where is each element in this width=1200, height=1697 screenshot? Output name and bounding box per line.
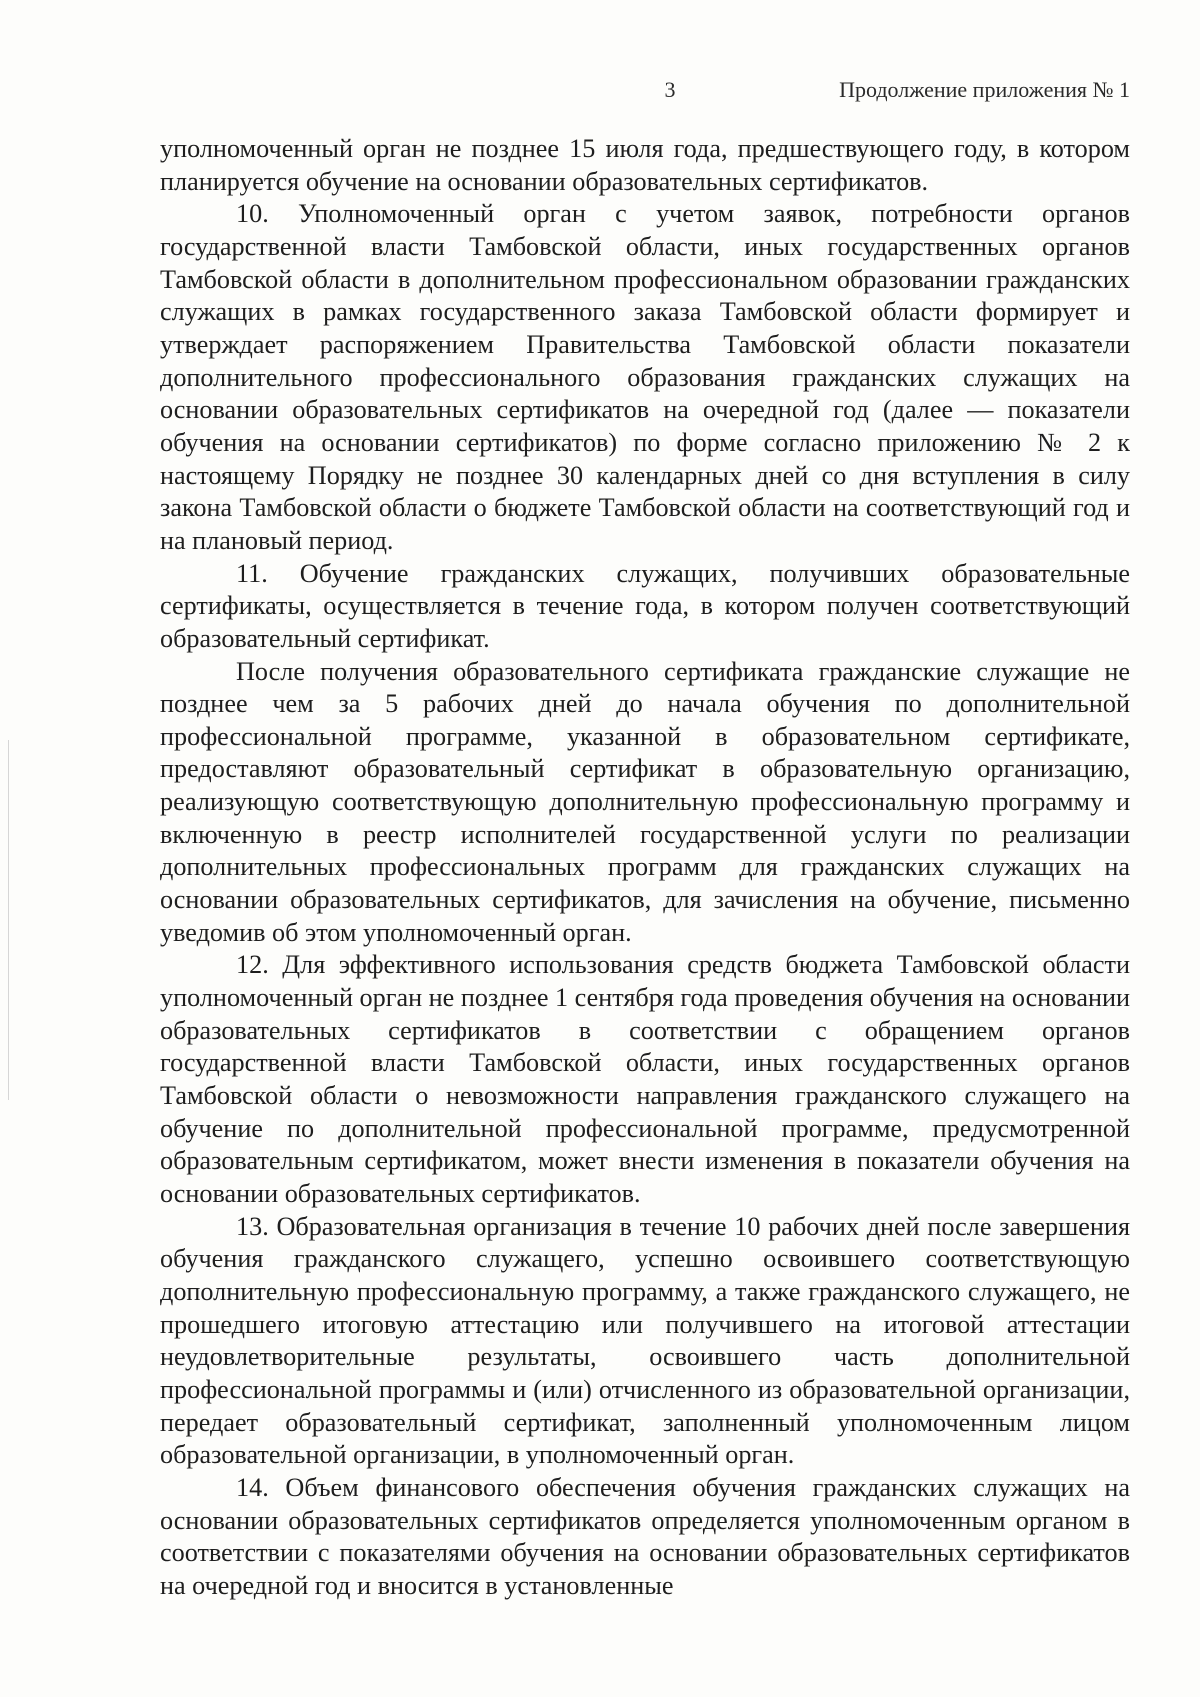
paragraph-after-certificate: После получения образовательного сертификата гражданские служащие не позднее чем за 5 рабочих дней до начала обучения по дополнительной профессиональной программе, указанной в образовательном сертификате, предоставляют образовательный сертификат в образовательную организацию, реализующую соответствующую дополнительную профессиональную программу и включенную в реестр исполнителей государственной услуги по реализации дополнительных профессиональных программ для гражданских служащих на основании образовательных сертификатов, для зачисления на обучение, письменно уведомив об этом уполномоченный орган.	[160, 656, 1130, 947]
paragraph-item-12: 12. Для эффективного использования средств бюджета Тамбовской области уполномоченный орган не позднее 1 сентября года проведения обучения на основании образовательных сертификатов в соответствии с обращением органов государственной власти Тамбовской области, иных государственных органов Тамбовской области о невозможности направления гражданского служащего на обучение по дополнительной профессиональной программе, предусмотренной образовательным сертификатом, может внести изменения в показатели обучения на основании образовательных сертификатов.	[160, 950, 1130, 1208]
appendix-continuation-label: Продолжение приложения № 1	[839, 77, 1130, 102]
paragraph-item-14: 14. Объем финансового обеспечения обучения гражданских служащих на основании образовательных сертификатов определяется уполномоченным органом в соответствии с показателями обучения на основании образовательных сертификатов на очередной год и вносится в установленные	[160, 1472, 1130, 1600]
scan-edge-mark	[8, 740, 9, 1100]
paragraph-item-10: 10. Уполномоченный орган с учетом заявок, потребности органов государственной власти Тамбовской области, иных государственных органов Тамбовской области в дополнительном профессиональном образовании гражданских служащих в рамках государственного заказа Тамбовской области формирует и утверждает распоряжением Правительства Тамбовской области показатели дополнительного профессионального образования гражданских служащих на основании образовательных сертификатов на очередной год (далее — показатели обучения на основании сертификатов) по форме согласно приложению № 2 к настоящему Порядку не позднее 30 календарных дней со дня вступления в силу закона Тамбовской области о бюджете Тамбовской области на соответствующий год и на плановый период.	[160, 199, 1130, 555]
page-number: 3	[664, 77, 676, 102]
paragraph-continuation: уполномоченный орган не позднее 15 июля года, предшествующего году, в котором планируется обучение на основании образовательных сертификатов.	[160, 134, 1130, 196]
document-body	[160, 133, 1130, 1603]
page-header	[160, 76, 1130, 116]
paragraph-item-13: 13. Образовательная организация в течение 10 рабочих дней после завершения обучения гражданского служащего, успешно освоившего соответствующую дополнительную профессиональную программу, а также гражданского служащего, не прошедшего итоговую аттестацию или получившего на итоговой аттестации неудовлетворительные результаты, освоившего часть дополнительной профессиональной программы и (или) отчисленного из образовательной организации, передает образовательный сертификат, заполненный уполномоченным лицом образовательной организации, в уполномоченный орган.	[160, 1211, 1130, 1470]
paragraph-item-11: 11. Обучение гражданских служащих, получивших образовательные сертификаты, осуществляется в течение года, в котором получен соответствующий образовательный сертификат.	[160, 558, 1130, 653]
